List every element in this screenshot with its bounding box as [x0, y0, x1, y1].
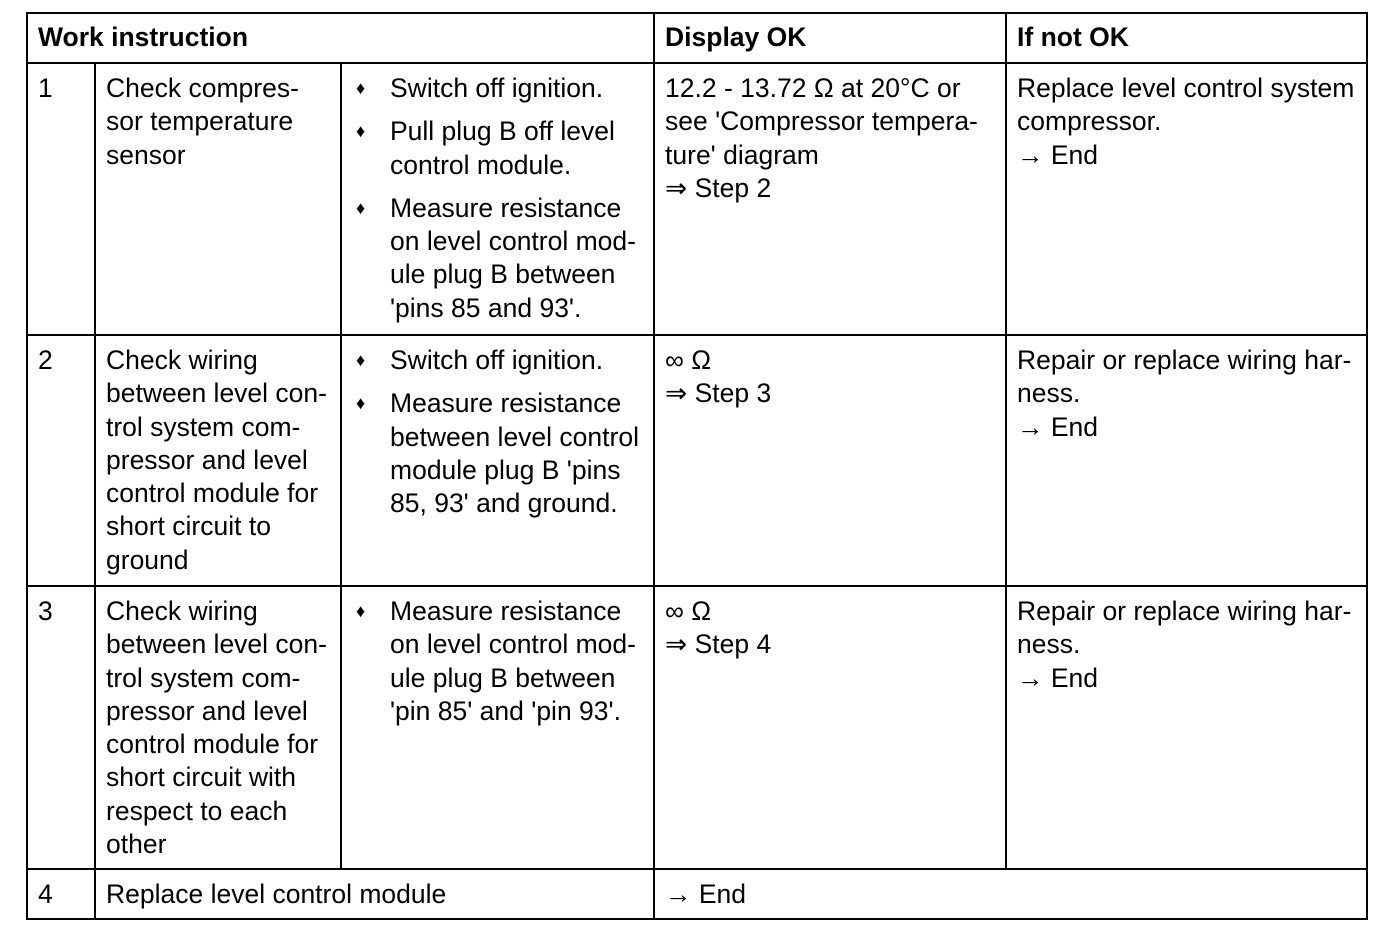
action-line: on level control mod- [390, 629, 636, 660]
check-line: between level con- [106, 378, 327, 409]
if-not-ok-cell [1006, 586, 1367, 869]
check-description [95, 335, 341, 586]
action-line: 85, 93' and ground. [390, 488, 618, 519]
display-ok-line: ∞ Ω [665, 345, 712, 375]
if-not-ok-line: compressor. [1017, 106, 1162, 137]
action-line: 'pins 85 and 93'. [390, 292, 582, 323]
action-step [354, 344, 643, 377]
check-description [95, 586, 341, 869]
action-line: between level control [390, 421, 639, 452]
action-line: ule plug B between [390, 662, 616, 693]
table-row [27, 586, 1367, 869]
check-line: Check wiring [106, 596, 258, 626]
action-line: 'pin 85' and 'pin 93'. [390, 695, 621, 726]
action-step [354, 595, 643, 728]
display-ok-line: 12.2 - 13.72 Ω at 20°C or [665, 73, 961, 103]
table-row-final [27, 869, 1367, 919]
action-steps [341, 63, 654, 335]
if-not-ok-line: Repair or replace wiring har- [1017, 345, 1352, 375]
header-row [27, 13, 1367, 63]
diamond-bullet-icon: ♦ [356, 197, 366, 218]
action-line: Switch off ignition. [390, 345, 604, 375]
action-line: Switch off ignition. [390, 73, 604, 103]
step-number: 3 [27, 586, 95, 869]
diamond-bullet-icon: ♦ [356, 601, 366, 621]
diamond-bullet-icon: ♦ [356, 350, 366, 370]
action-line: Measure resistance [390, 192, 622, 223]
check-line: pressor and level [106, 695, 308, 726]
check-line: control module for [106, 478, 319, 509]
if-not-ok-line: → End [1017, 139, 1099, 170]
if-not-ok-line: → End [1017, 411, 1099, 442]
diamond-bullet-icon: ♦ [356, 121, 366, 142]
check-line: respect to each [106, 795, 288, 826]
final-instruction-text: Replace level control module [106, 879, 447, 909]
action-line: on level control mod- [390, 226, 636, 257]
if-not-ok-cell [1006, 63, 1367, 335]
check-line: sensor [106, 139, 186, 170]
check-line: control module for [106, 729, 319, 760]
display-ok-line: ⇒ Step 3 [665, 378, 772, 409]
check-line: sor temperature [106, 106, 294, 137]
if-not-ok-line: ness. [1017, 629, 1081, 660]
final-result-cell [654, 869, 1367, 919]
action-line: Measure resistance [390, 388, 622, 419]
check-line: pressor and level [106, 444, 308, 475]
check-line: Check wiring [106, 345, 258, 375]
work-instruction-table [26, 12, 1368, 920]
if-not-ok-line: ness. [1017, 378, 1081, 409]
display-ok-cell [654, 586, 1006, 869]
check-line: between level con- [106, 629, 327, 660]
action-line: ule plug B between [390, 259, 616, 290]
check-line: ground [106, 544, 189, 575]
action-line: module plug B 'pins [390, 454, 621, 485]
check-line: trol system com- [106, 662, 301, 693]
header-work-instruction: Work instruction [27, 13, 654, 63]
action-line: Pull plug B off level [390, 116, 615, 147]
action-step [354, 387, 643, 520]
display-ok-line: ⇒ Step 4 [665, 629, 772, 660]
if-not-ok-line: → End [1017, 662, 1099, 693]
table-row [27, 63, 1367, 335]
step-number: 2 [27, 335, 95, 586]
action-steps [341, 335, 654, 586]
check-line: other [106, 829, 167, 860]
display-ok-line: ⇒ Step 2 [665, 172, 772, 203]
display-ok-line: see 'Compressor tempera- [665, 106, 978, 137]
action-steps [341, 586, 654, 869]
if-not-ok-line: Repair or replace wiring har- [1017, 596, 1352, 626]
final-instruction [95, 869, 654, 919]
display-ok-cell [654, 335, 1006, 586]
check-line: trol system com- [106, 411, 301, 442]
action-step [354, 72, 643, 105]
header-if-not-ok: If not OK [1006, 13, 1367, 63]
table-row [27, 335, 1367, 586]
action-line: Measure resistance [390, 596, 622, 626]
diamond-bullet-icon: ♦ [356, 78, 366, 98]
step-number: 1 [27, 63, 95, 335]
if-not-ok-line: Replace level control system [1017, 73, 1355, 103]
check-line: short circuit to [106, 511, 271, 542]
display-ok-line: ∞ Ω [665, 596, 712, 626]
display-ok-cell [654, 63, 1006, 335]
action-step [354, 115, 643, 182]
check-description [95, 63, 341, 335]
action-line: control module. [390, 149, 572, 180]
check-line: short circuit with [106, 762, 296, 793]
display-ok-line: ture' diagram [665, 139, 819, 170]
check-line: Check compres- [106, 73, 299, 103]
diamond-bullet-icon: ♦ [356, 393, 366, 414]
step-number: 4 [27, 869, 95, 919]
final-result-text: → End [665, 879, 747, 909]
if-not-ok-cell [1006, 335, 1367, 586]
action-step [354, 192, 643, 325]
header-display-ok: Display OK [654, 13, 1006, 63]
